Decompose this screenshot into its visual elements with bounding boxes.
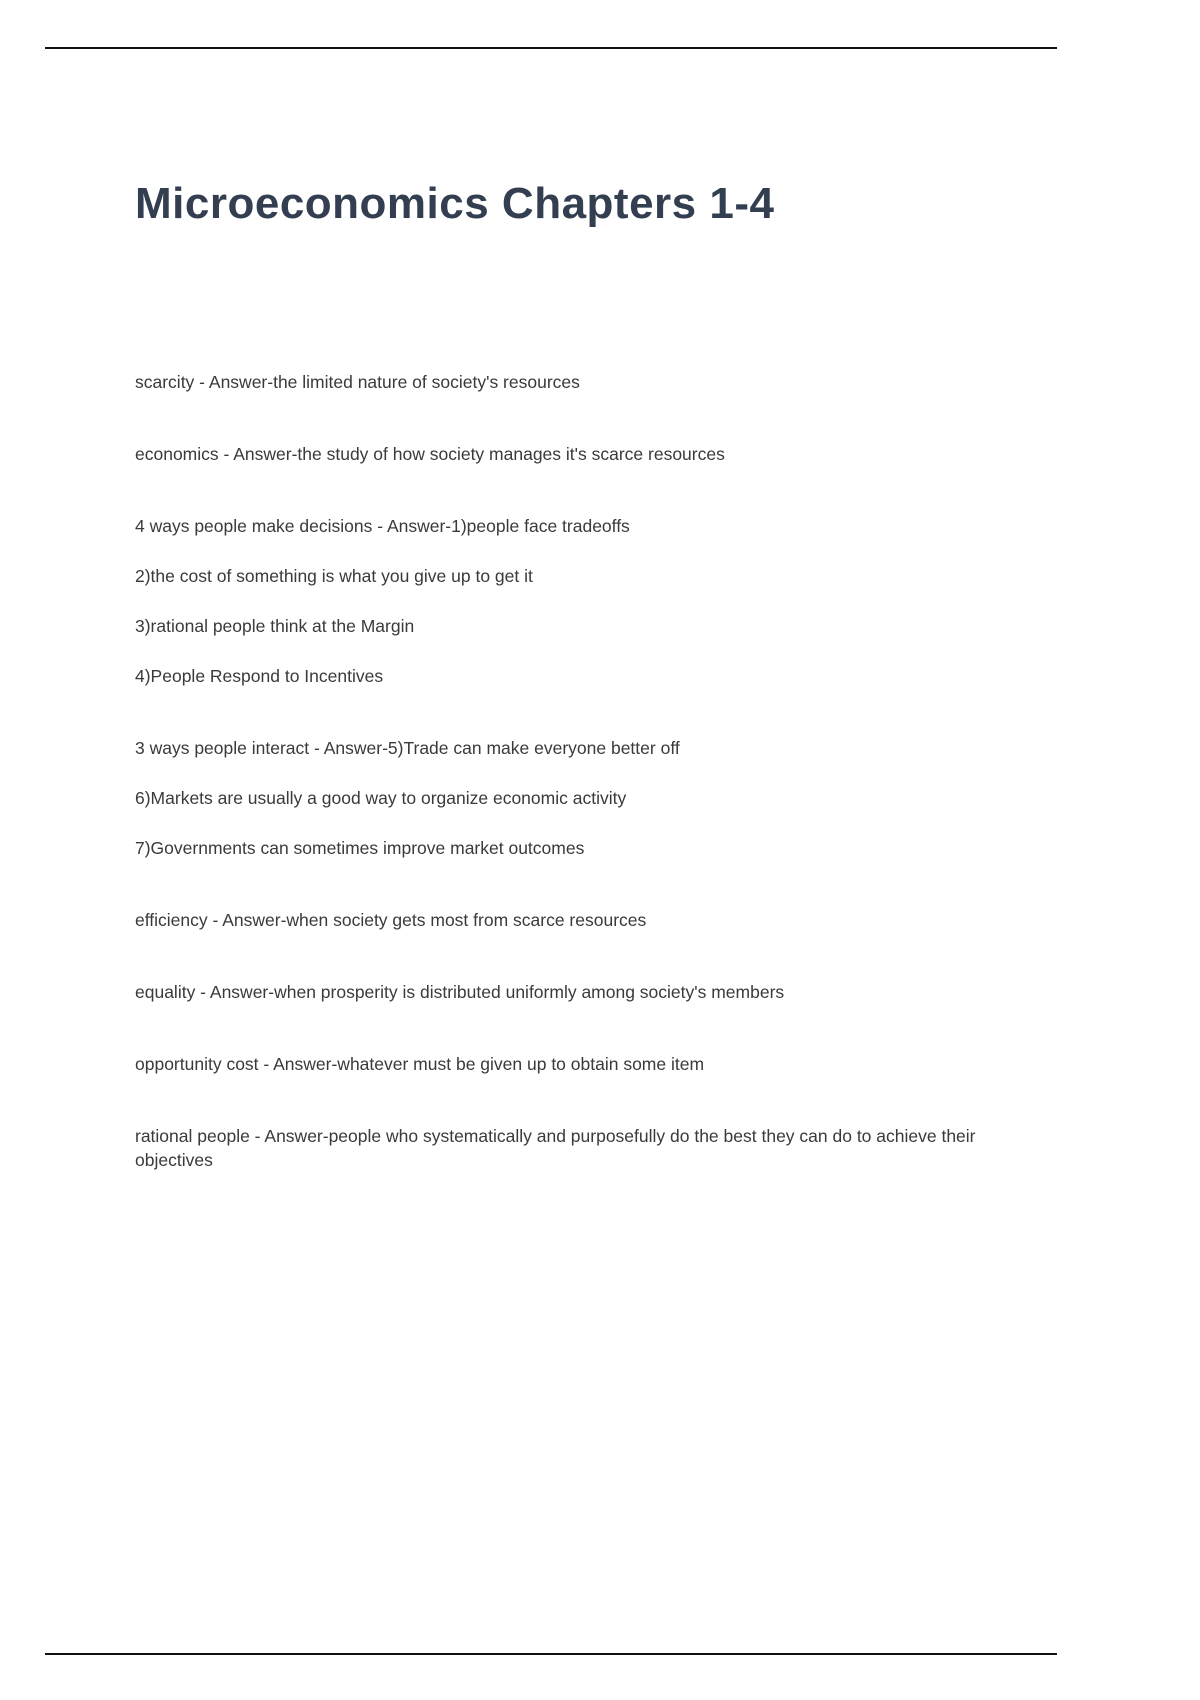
entry-line: efficiency - Answer-when society gets most from scarce resources bbox=[135, 910, 647, 930]
entry-opportunity-cost bbox=[135, 1052, 1020, 1076]
entry-equality bbox=[135, 980, 1020, 1004]
document-content bbox=[135, 0, 1020, 1220]
entry-line: 6)Markets are usually a good way to organize economic activity bbox=[135, 788, 627, 808]
entry-line: opportunity cost - Answer-whatever must be given up to obtain some item bbox=[135, 1054, 705, 1074]
bottom-border-rule bbox=[45, 1653, 1057, 1655]
entry-line: 3 ways people interact - Answer-5)Trade can make everyone better off bbox=[135, 738, 680, 758]
page-title: Microeconomics Chapters 1-4 bbox=[135, 179, 775, 228]
entry-line: equality - Answer-when prosperity is distributed uniformly among society's members bbox=[135, 982, 785, 1002]
entry-rational-people bbox=[135, 1124, 1020, 1172]
entry-economics bbox=[135, 442, 1020, 466]
entry-four-ways-decisions bbox=[135, 514, 1020, 688]
entry-line: 4)People Respond to Incentives bbox=[135, 666, 384, 686]
entry-three-ways-interact bbox=[135, 736, 1020, 860]
entry-line: scarcity - Answer-the limited nature of society's resources bbox=[135, 372, 580, 392]
entry-line: rational people - Answer-people who systematically and purposefully do the best they can do to achieve their objectives bbox=[135, 1126, 976, 1170]
entry-line: 3)rational people think at the Margin bbox=[135, 616, 415, 636]
entry-scarcity bbox=[135, 370, 1020, 394]
entry-efficiency bbox=[135, 908, 1020, 932]
entry-line: 4 ways people make decisions - Answer-1)people face tradeoffs bbox=[135, 516, 630, 536]
entry-line: 7)Governments can sometimes improve market outcomes bbox=[135, 838, 585, 858]
entry-line: 2)the cost of something is what you give up to get it bbox=[135, 566, 533, 586]
entry-line: economics - Answer-the study of how society manages it's scarce resources bbox=[135, 444, 725, 464]
entry-list bbox=[135, 370, 1020, 1172]
